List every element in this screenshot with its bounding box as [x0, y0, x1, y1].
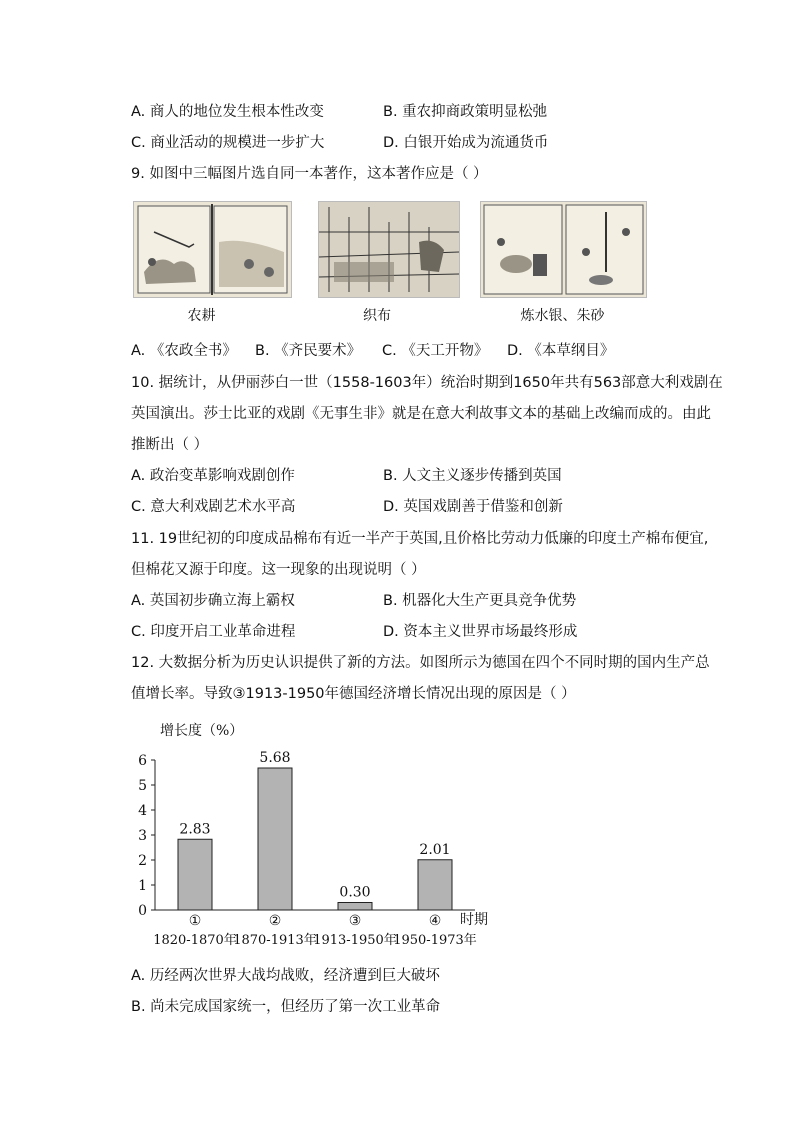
q10-option-d[interactable]: D. 英国戏剧善于借鉴和创新	[383, 499, 563, 515]
q8-option-c[interactable]: C. 商业活动的规模进一步扩大	[131, 135, 325, 151]
y-tick-label: 2	[138, 853, 147, 869]
q11-stem-line-1: 11. 19世纪初的印度成品棉布有近一半产于英国,且价格比劳动力低廉的印度土产棉布便宜,	[131, 531, 709, 547]
q10-option-b[interactable]: B. 人文主义逐步传播到英国	[383, 468, 562, 484]
q11-option-a[interactable]: A. 英国初步确立海上霸权	[131, 593, 295, 609]
q8-option-d[interactable]: D. 白银开始成为流通货币	[383, 135, 549, 151]
data-label: 2.83	[179, 821, 211, 838]
y-tick-label: 3	[138, 828, 147, 844]
period-label: 1950-1973年	[393, 933, 477, 948]
q12-stem-line-2: 值增长率。导致③1913-1950年德国经济增长情况出现的原因是（ ）	[131, 686, 576, 702]
q10-stem-line-1: 10. 据统计，从伊丽莎白一世（1558-1603年）统治时期到1650年共有563部意大利戏剧在	[131, 375, 723, 391]
x-tick-label: ④	[428, 913, 442, 929]
y-tick-label: 6	[138, 753, 147, 769]
q9-option-d[interactable]: D. 《本草纲目》	[507, 343, 615, 359]
caption-mercury: 炼水银、朱砂	[520, 308, 605, 324]
y-axis-label: 增长度（%）	[160, 723, 244, 739]
q11-option-d[interactable]: D. 资本主义世界市场最终形成	[383, 624, 578, 640]
gdp-growth-bar-chart	[130, 715, 510, 955]
bar	[418, 860, 452, 910]
q8-option-b[interactable]: B. 重农抑商政策明显松弛	[383, 104, 548, 120]
x-axis-label: 时期	[460, 912, 488, 928]
q9-option-b[interactable]: B. 《齐民要术》	[255, 343, 362, 359]
period-label: 1820-1870年	[153, 933, 237, 948]
weaving-illustration	[318, 201, 460, 298]
q9-option-c[interactable]: C. 《天工开物》	[382, 343, 489, 359]
bar	[338, 903, 372, 911]
y-tick-label: 1	[138, 878, 147, 894]
q12-option-a[interactable]: A. 历经两次世界大战均战败，经济遭到巨大破坏	[131, 968, 440, 984]
q9-option-a[interactable]: A. 《农政全书》	[131, 343, 237, 359]
q9-stem: 9. 如图中三幅图片选自同一本著作，这本著作应是（ ）	[131, 166, 488, 182]
q12-stem-line-1: 12. 大数据分析为历史认识提供了新的方法。如图所示为德国在四个不同时期的国内生产总	[131, 655, 710, 671]
q10-option-c[interactable]: C. 意大利戏剧艺术水平高	[131, 499, 296, 515]
x-tick-label: ③	[348, 913, 362, 929]
q8-option-a[interactable]: A. 商人的地位发生根本性改变	[131, 104, 324, 120]
x-tick-label: ②	[268, 913, 282, 929]
farming-illustration	[133, 201, 292, 298]
bar	[258, 768, 292, 910]
data-label: 2.01	[419, 841, 451, 858]
q10-stem-line-2: 英国演出。莎士比亚的戏剧《无事生非》就是在意大利故事文本的基础上改编而成的。由此	[131, 406, 711, 422]
period-label: 1913-1950年	[313, 933, 397, 948]
caption-weaving: 织布	[363, 308, 391, 324]
q11-option-b[interactable]: B. 机器化大生产更具竞争优势	[383, 593, 577, 609]
y-tick-label: 0	[138, 903, 147, 919]
mercury-cinnabar-illustration	[480, 201, 647, 298]
q10-stem-line-3: 推断出（ ）	[131, 437, 209, 453]
q12-option-b[interactable]: B. 尚未完成国家统一，但经历了第一次工业革命	[131, 999, 441, 1015]
caption-farming: 农耕	[187, 308, 216, 324]
q10-option-a[interactable]: A. 政治变革影响戏剧创作	[131, 468, 295, 484]
y-tick-label: 5	[138, 778, 147, 794]
q11-option-c[interactable]: C. 印度开启工业革命进程	[131, 624, 296, 640]
data-label: 0.30	[339, 884, 371, 901]
y-tick-label: 4	[138, 803, 147, 819]
data-label: 5.68	[259, 750, 291, 766]
period-label: 1870-1913年	[233, 933, 317, 948]
x-tick-label: ①	[188, 913, 202, 929]
q11-stem-line-2: 但棉花又源于印度。这一现象的出现说明（ ）	[131, 562, 426, 578]
bar	[178, 839, 212, 910]
